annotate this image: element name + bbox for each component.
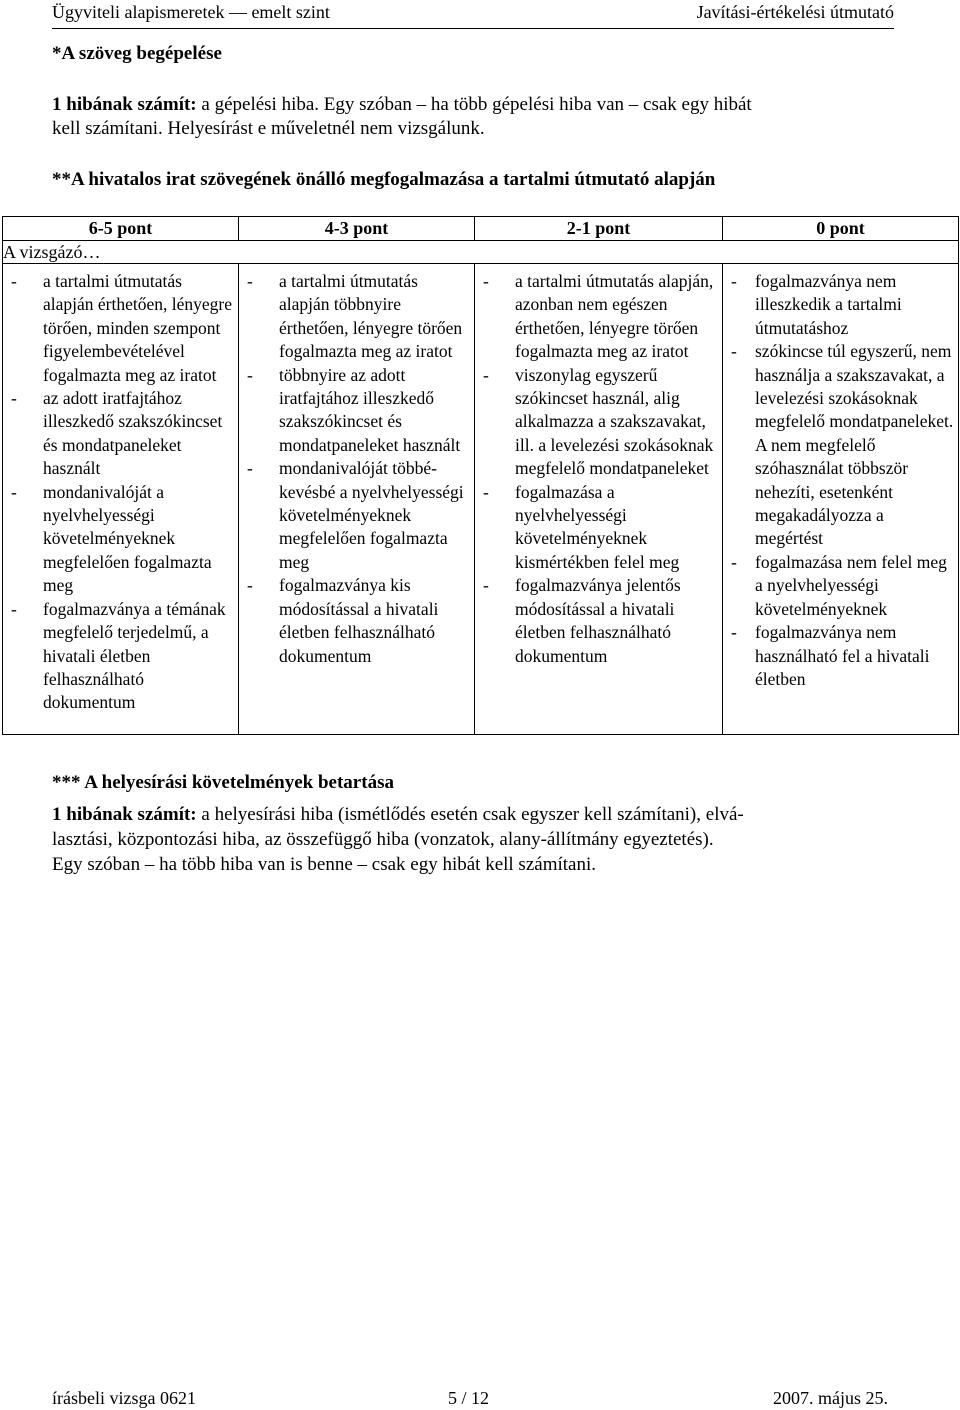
criteria-item: - a tartalmi útmutatás alapján érthetően, lényegre törően, minden szempont figyelembevételével fogalmazta meg az iratot	[3, 270, 238, 387]
scoring-table	[2, 216, 959, 735]
section3-rule-line3: Egy szóban – ha több hiba van is benne – csak egy hibát kell számítani.	[52, 854, 596, 875]
subject-label: A vizsgázó…	[3, 241, 959, 264]
section1-rule-label: 1 hibának számít:	[52, 94, 197, 115]
criteria-item: - a tartalmi útmutatás alapján többnyire érthetően, lényegre törően fogalmazta meg az iratot	[239, 270, 474, 364]
criteria-item: - többnyire az adott iratfajtához illeszkedő szakszókincset és mondatpaneleket használt	[239, 364, 474, 458]
criteria-col-2-1	[475, 264, 723, 735]
section1-rule-line2: kell számítani. Helyesírást e műveletnél nem vizsgálunk.	[52, 118, 485, 139]
criteria-item: - fogalmazványa nem illeszkedik a tartalmi útmutatáshoz	[723, 270, 958, 340]
criteria-item: - mondanivalóját a nyelvhelyességi követelményeknek megfelelően fogalmazta meg	[3, 481, 238, 598]
criteria-item: - a tartalmi útmutatás alapján, azonban nem egészen érthetően, lényegre törően fogalmazta meg az iratot	[475, 270, 722, 364]
section3-rule-line1	[52, 803, 744, 827]
criteria-row	[3, 264, 959, 735]
criteria-item: - fogalmazványa nem használható fel a hivatali életben	[723, 621, 958, 691]
criteria-item: - fogalmazványa kis módosítással a hivatali életben felhasználható dokumentum	[239, 574, 474, 668]
criteria-item: - fogalmazása a nyelvhelyességi követelményeknek kismértékben felel meg	[475, 481, 722, 575]
score-header: 4-3 pont	[239, 217, 475, 241]
footer-date: 2007. május 25.	[773, 1388, 888, 1408]
section1-rule-line1	[52, 93, 752, 117]
criteria-col-6-5	[3, 264, 239, 735]
criteria-col-4-3	[239, 264, 475, 735]
header-left: Ügyviteli alapismeretek — emelt szint	[52, 2, 330, 22]
criteria-item: - szókincse túl egyszerű, nem használja a szakszavakat, a levelezési szokásoknak megfelelő mondatpaneleket. A nem megfelelő szóhasználat többször nehezíti, esetenként megakadályozza a megértést	[723, 340, 958, 551]
section3-rule-text: a helyesírási hiba (ismétlődés esetén csak egyszer kell számítani), elvá-	[196, 804, 744, 825]
header-right: Javítási-értékelési útmutató	[696, 2, 894, 22]
criteria-item: - fogalmazványa jelentős módosítással a hivatali életben felhasználható dokumentum	[475, 574, 722, 668]
section1-title: *A szöveg begépelése	[52, 43, 222, 64]
footer-left: írásbeli vizsga 0621	[52, 1388, 196, 1408]
criteria-item: - viszonylag egyszerű szókincset használ, alig alkalmazza a szakszavakat, ill. a levelezési szokásoknak megfelelő mondatpaneleket	[475, 364, 722, 481]
section1-rule-text: a gépelési hiba. Egy szóban – ha több gépelési hiba van – csak egy hibát	[196, 94, 752, 115]
page-header	[52, 0, 894, 29]
section3-rule-line2: lasztási, központozási hiba, az összefüggő hiba (vonzatok, alany-állítmány egyeztetés).	[52, 829, 714, 850]
section2-title: **A hivatalos irat szövegének önálló megfogalmazása a tartalmi útmutató alapján	[52, 169, 716, 190]
footer-page-number: 5 / 12	[448, 1388, 490, 1408]
criteria-item: - fogalmazványa a témának megfelelő terjedelmű, a hivatali életben felhasználható dokumentum	[3, 598, 238, 715]
criteria-item: - mondanivalóját többé-kevésbé a nyelvhelyességi követelményeknek megfelelően fogalmazta meg	[239, 457, 474, 574]
section3-title: *** A helyesírási követelmények betartása	[52, 772, 394, 793]
criteria-item: - fogalmazása nem felel meg a nyelvhelyességi követelményeknek	[723, 551, 958, 621]
criteria-col-0	[723, 264, 959, 735]
score-header: 6-5 pont	[3, 217, 239, 241]
section3-rule-label: 1 hibának számít:	[52, 804, 197, 825]
score-header: 2-1 pont	[475, 217, 723, 241]
criteria-item: - az adott iratfajtához illeszkedő szakszókincset és mondatpaneleket használt	[3, 387, 238, 481]
subject-row	[3, 241, 959, 264]
score-header-row	[3, 217, 959, 241]
score-header: 0 pont	[723, 217, 959, 241]
